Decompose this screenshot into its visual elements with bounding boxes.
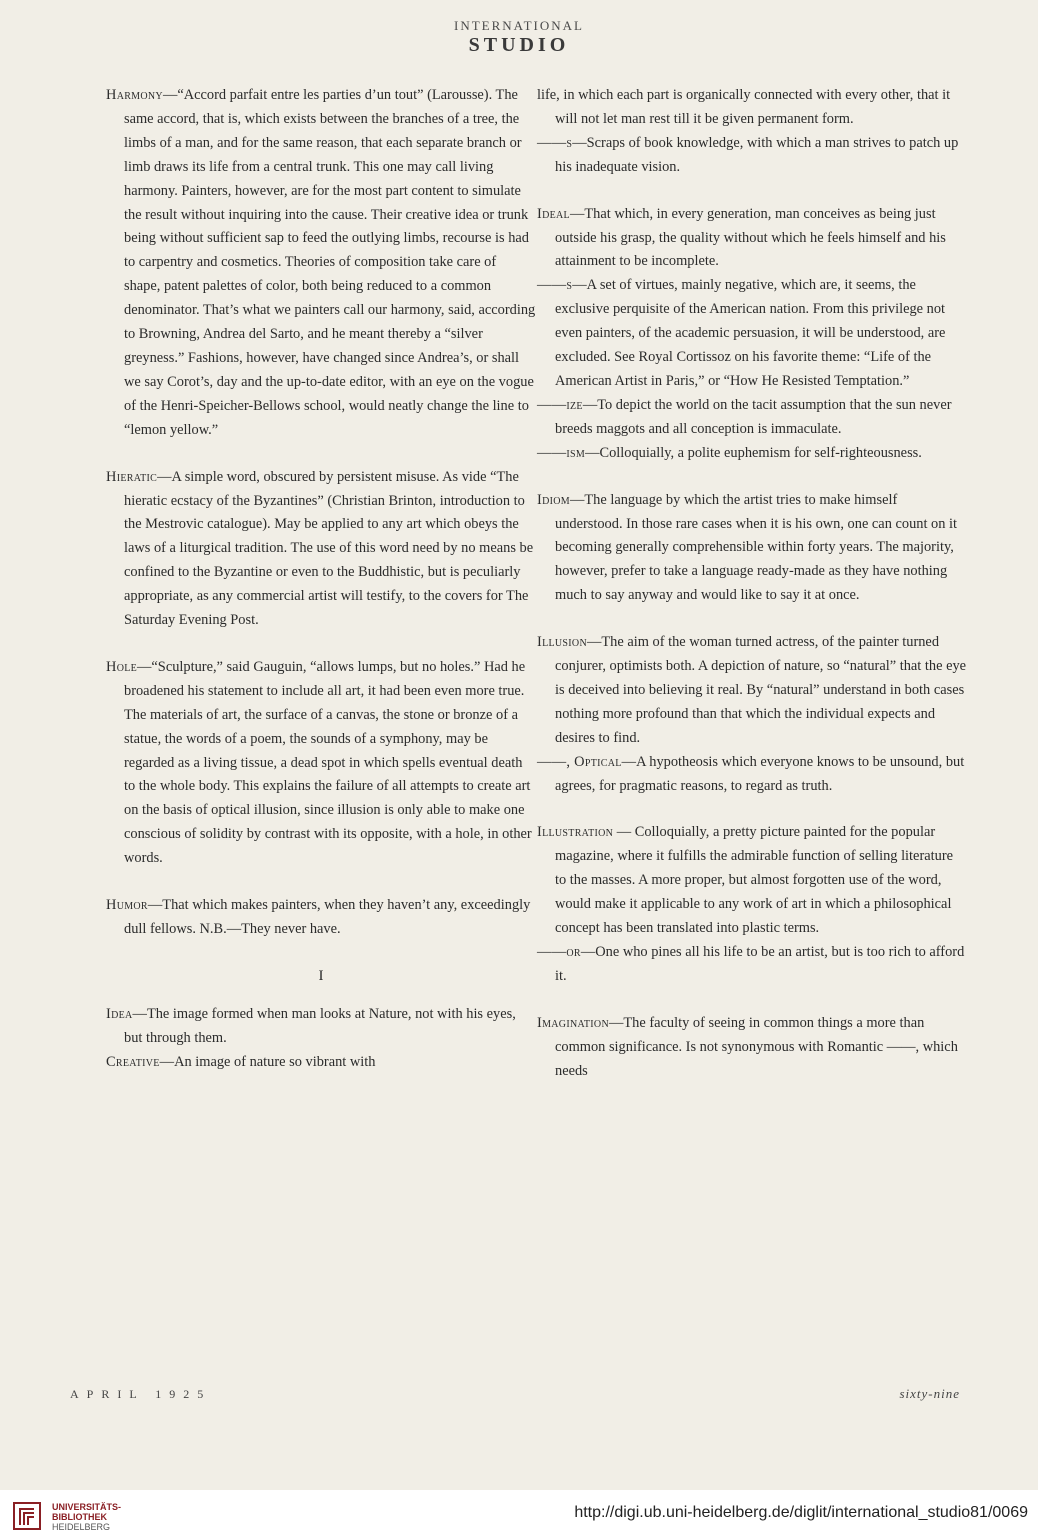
entry-term: Illusion bbox=[537, 634, 587, 651]
glossary-entry bbox=[106, 84, 536, 443]
entry-definition: —That which makes painters, when they haven’t any, exceedingly dull fellows. N.B.—They never have. bbox=[124, 897, 531, 937]
library-bar bbox=[0, 1490, 1038, 1538]
glossary-entry bbox=[537, 203, 967, 275]
glossary-entry bbox=[537, 442, 967, 466]
glossary-entry bbox=[537, 394, 967, 442]
glossary-entry bbox=[537, 489, 967, 609]
entry-term: Idiom bbox=[537, 491, 570, 508]
entry-definition: —Scraps of book knowledge, with which a man strives to patch up his inadequate vision. bbox=[555, 134, 959, 175]
entry-term: Imagination bbox=[537, 1014, 609, 1031]
entry-term: Harmony bbox=[106, 87, 163, 103]
glossary-entry bbox=[106, 466, 536, 633]
entry-term: ——s bbox=[537, 134, 573, 151]
entry-definition: —A simple word, obscured by persistent misuse. As vide “The hieratic ecstacy of the Byzantines” (Christian Brinton, introduction to the Mestrovic catalogue). May be applied to any art which obeys the laws of a liturgical tradition. The use of this word need by no means be confined to the Byzantine or even to the Buddhistic, but is peculiarly appropriate, as any commercial artist will testify, to the covers for The Saturday Evening Post. bbox=[124, 468, 534, 629]
entry-definition: —Colloquially, a polite euphemism for self-righteousness. bbox=[585, 444, 922, 461]
entry-term: ——ize bbox=[537, 396, 583, 413]
glossary-entry bbox=[106, 1051, 536, 1075]
glossary-entry bbox=[537, 84, 967, 132]
entry-definition: —That which, in every generation, man conceives as being just outside his grasp, the quality without which he feels himself and his attainment to be incomplete. bbox=[555, 205, 946, 270]
glossary-entry bbox=[537, 941, 967, 989]
entry-definition: —To depict the world on the tacit assumption that the sun never breeds maggots and all conception is immaculate. bbox=[555, 396, 952, 437]
entry-definition: —The aim of the woman turned actress, of the painter turned conjurer, optimists both. A depiction of nature, so “natural” that the eye is deceived into believing it real. By “natural” understand in both cases nothing more profound than that which the individual expects and desires to find. bbox=[555, 634, 967, 746]
entry-term: Hole bbox=[106, 658, 138, 675]
glossary-entry bbox=[537, 1012, 967, 1084]
glossary-entry bbox=[537, 751, 967, 799]
entry-term: ——ism bbox=[537, 444, 586, 461]
section-letter: I bbox=[318, 967, 324, 984]
entry-definition: —A set of virtues, mainly negative, which are, it seems, the exclusive perquisite of the American nation. From this privilege not even painters, of the academic persuasion, it will be understood, are excluded. See Royal Cortissoz on his favorite theme: “Life of the American Artist in Paris,” or “How He Resisted Temptation.” bbox=[555, 277, 946, 389]
entry-definition: —One who pines all his life to be an artist, but is too rich to afford it. bbox=[555, 944, 965, 984]
entry-term: ——s bbox=[537, 277, 573, 294]
library-line-2: BIBLIOTHEK bbox=[52, 1512, 107, 1522]
entry-term: Idea bbox=[106, 1005, 133, 1022]
glossary-entry bbox=[537, 132, 967, 180]
masthead-top: INTERNATIONAL bbox=[454, 18, 584, 33]
library-line-1: UNIVERSITÄTS- bbox=[52, 1502, 122, 1512]
entry-definition: —A hypotheosis which everyone knows to be unsound, but agrees, for pragmatic reasons, to regard as truth. bbox=[555, 753, 965, 794]
page-number: sixty-nine bbox=[899, 1386, 960, 1401]
entry-definition: —“Accord parfait entre les parties d’un tout” (Larousse). The same accord, that is, which exists between the branches of a tree, the limbs of a man, and for the same reason, that each separate branch or limb draws its life from a central trunk. This one may call living harmony. Painters, however, are for the most part content to simulate the result without inquiring into the cause. Their creative idea or trunk being without sufficient sap to feed the outlying limbs, recourse is had to carpentry and cosmetics. Theories of composition take care of shape, patent palettes of color, both being reduced to a common denominator. That’s what we painters call our harmony, said, according to Browning, Andrea del Sarto, and he meant thereby a “silver greyness.” Fashions, however, have changed since Andrea’s, or shall we say Corot’s, day and the up-to-date editor, with an eye on the vogue of the Henri-Speicher-Bellows school, would neatly change the line to “lemon yellow.” bbox=[124, 87, 536, 438]
entry-definition: — Colloquially, a pretty picture painted for the popular magazine, where it fulfills the admirable function of selling literature to the masses. A more proper, but almost forgotten use of the word, would make it applicable to any work of art in which a philosophical concept has been translated into plastic terms. bbox=[555, 824, 953, 937]
right-column bbox=[537, 84, 967, 1084]
issue-date: APRIL 1925 bbox=[70, 1387, 212, 1401]
entry-definition: —The faculty of seeing in common things a more than common significance. Is not synonymous with Romantic ——, which needs bbox=[555, 1014, 958, 1079]
left-column bbox=[106, 84, 536, 1075]
entry-term: Hieratic bbox=[106, 468, 158, 485]
entry-term: Illustration bbox=[537, 824, 614, 841]
entry-definition: —“Sculpture,” said Gauguin, “allows lumps, but no holes.” Had he broadened his statement to include all art, it had been even more true. The materials of art, the surface of a canvas, the stone or bronze of a statue, the words of a poem, the sounds of a symphony, may be regarded as a living tissue, a dead spot in which spells eventual death to the whole body. This explains the failure of all attempts to create art on the basis of optical illusion, since illusion is only able to make one conscious of solidity by contrast with its opposite, with a hole, in other words. bbox=[124, 658, 532, 867]
source-url-link[interactable]: http://digi.ub.uni-heidelberg.de/diglit/international_studio81/0069 bbox=[574, 1504, 1028, 1521]
library-name bbox=[52, 1502, 121, 1532]
entry-term: ——, Optical bbox=[537, 753, 622, 770]
library-line-3: HEIDELBERG bbox=[52, 1522, 111, 1532]
entry-definition: —The language by which the artist tries to make himself understood. In those rare cases when it is his own, one can count on it becoming generally comprehensible within forty years. The majority, however, prefer to take a language ready-made as they have nothing much to say anyway and would like to say it at once. bbox=[555, 491, 958, 604]
entry-term: Ideal bbox=[537, 205, 570, 222]
entry-term: Creative bbox=[106, 1053, 160, 1070]
entry-term: Humor bbox=[106, 897, 148, 914]
entry-definition: —An image of nature so vibrant with bbox=[159, 1053, 376, 1070]
glossary-entry bbox=[537, 631, 967, 751]
masthead-title: STUDIO bbox=[468, 34, 570, 56]
glossary-entry bbox=[106, 894, 536, 942]
entry-term: ——or bbox=[537, 944, 581, 960]
glossary-entry bbox=[106, 1003, 536, 1051]
library-logo-icon bbox=[12, 1501, 42, 1531]
glossary-entry bbox=[106, 656, 536, 871]
glossary-entry bbox=[537, 821, 967, 941]
entry-definition: —The image formed when man looks at Nature, not with his eyes, but through them. bbox=[124, 1005, 516, 1046]
glossary-entry bbox=[537, 274, 967, 394]
entry-definition: life, in which each part is organically connected with every other, that it will not let man rest till it be given permanent form. bbox=[537, 87, 951, 127]
